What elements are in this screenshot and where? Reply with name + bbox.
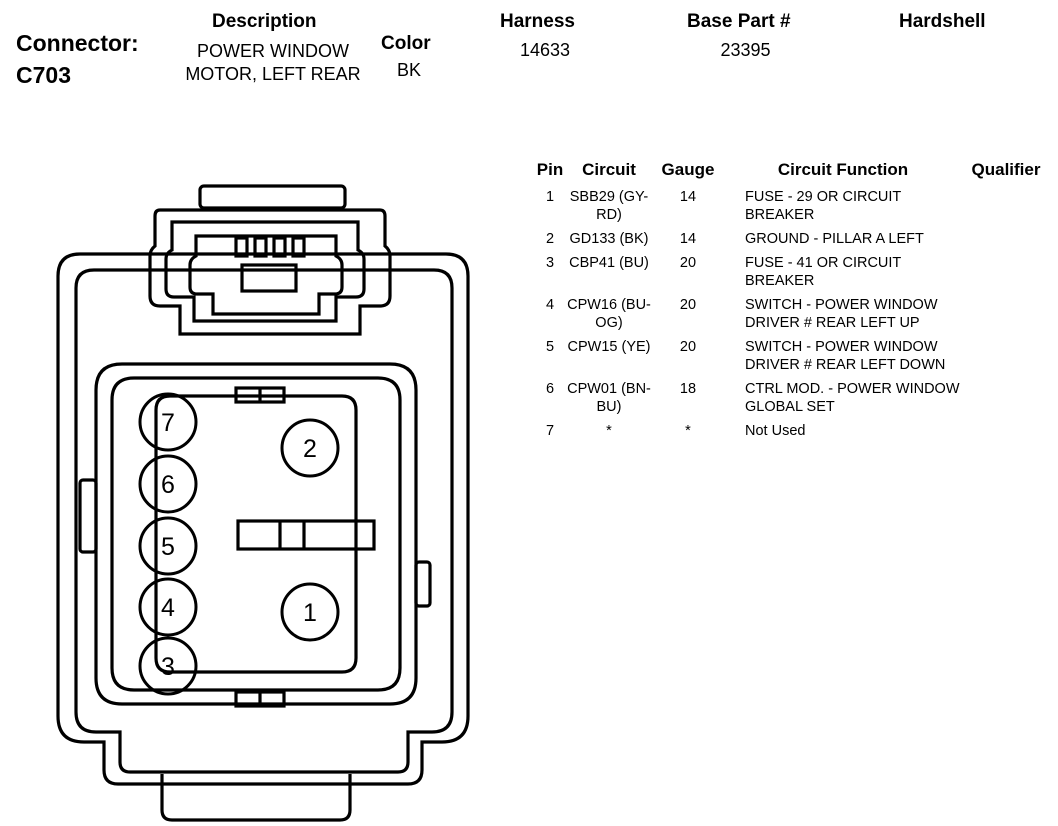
cell-pin: 1 bbox=[545, 189, 555, 205]
table-row bbox=[533, 380, 1051, 422]
column-header-qualifier: Qualifier bbox=[971, 160, 1041, 179]
pin-callout-label: 6 bbox=[161, 471, 175, 499]
cell-qualifier bbox=[961, 422, 1051, 446]
cell-gauge: * bbox=[685, 423, 691, 439]
color-value: BK bbox=[396, 60, 421, 80]
cell-circuit: GD133 (BK) bbox=[569, 231, 649, 247]
table-row bbox=[533, 254, 1051, 296]
pin-callout-label: 3 bbox=[161, 653, 175, 681]
cell-pin: 3 bbox=[545, 255, 555, 271]
cell-gauge: 18 bbox=[679, 381, 697, 397]
description-value: POWER WINDOW MOTOR, LEFT REAR bbox=[185, 41, 361, 84]
cell-gauge: 14 bbox=[679, 189, 697, 205]
cell-function: SWITCH - POWER WINDOW DRIVER # REAR LEFT UP bbox=[745, 297, 938, 331]
description-label: Description bbox=[212, 11, 317, 32]
cell-qualifier bbox=[961, 230, 1051, 254]
cell-circuit: CPW01 (BN-BU) bbox=[567, 381, 651, 415]
cell-qualifier bbox=[961, 338, 1051, 380]
cell-pin: 7 bbox=[545, 423, 555, 439]
cell-qualifier bbox=[961, 380, 1051, 422]
cell-gauge: 20 bbox=[679, 255, 697, 271]
cell-function: FUSE - 41 OR CIRCUIT BREAKER bbox=[745, 255, 902, 289]
table-row bbox=[533, 296, 1051, 338]
table-row bbox=[533, 230, 1051, 254]
cell-gauge: 14 bbox=[679, 231, 697, 247]
pin-callout-label: 2 bbox=[303, 435, 317, 463]
cell-gauge: 20 bbox=[679, 339, 697, 355]
color-label: Color bbox=[381, 33, 431, 54]
column-header-circuit: Circuit bbox=[582, 160, 636, 179]
connector-label: Connector: bbox=[16, 30, 139, 56]
table-row bbox=[533, 188, 1051, 230]
column-header-gauge: Gauge bbox=[661, 160, 715, 179]
connector-id-value: C703 bbox=[16, 62, 71, 88]
cell-qualifier bbox=[961, 254, 1051, 296]
hardshell-label: Hardshell bbox=[899, 11, 986, 32]
table-row bbox=[533, 338, 1051, 380]
cell-circuit: CPW15 (YE) bbox=[567, 339, 651, 355]
cell-function: CTRL MOD. - POWER WINDOW GLOBAL SET bbox=[745, 381, 960, 415]
pin-callout-label: 1 bbox=[303, 599, 317, 627]
cell-qualifier bbox=[961, 188, 1051, 230]
cell-circuit: CBP41 (BU) bbox=[569, 255, 649, 271]
cell-circuit: SBB29 (GY-RD) bbox=[569, 189, 649, 223]
cell-circuit: CPW16 (BU-OG) bbox=[567, 297, 651, 331]
cell-pin: 4 bbox=[545, 297, 555, 313]
cell-pin: 6 bbox=[545, 381, 555, 397]
pin-callout-label: 5 bbox=[161, 533, 175, 561]
table-header-row bbox=[533, 160, 1051, 188]
connector-body-outline bbox=[58, 186, 468, 820]
cell-circuit: * bbox=[606, 423, 612, 439]
column-header-circuit-function: Circuit Function bbox=[777, 160, 909, 179]
column-header-pin: Pin bbox=[536, 160, 564, 179]
pin-table bbox=[533, 160, 1051, 446]
cell-function: Not Used bbox=[745, 423, 806, 439]
cell-function: SWITCH - POWER WINDOW DRIVER # REAR LEFT DOWN bbox=[745, 339, 946, 373]
harness-label: Harness bbox=[500, 11, 575, 32]
cell-pin: 2 bbox=[545, 231, 555, 247]
pin-callout-label: 7 bbox=[161, 409, 175, 437]
pin-callout-label: 4 bbox=[161, 594, 175, 622]
cell-function: FUSE - 29 OR CIRCUIT BREAKER bbox=[745, 189, 902, 223]
cell-function: GROUND - PILLAR A LEFT bbox=[745, 231, 924, 247]
base-part-value: 23395 bbox=[720, 40, 771, 60]
cell-gauge: 20 bbox=[679, 297, 697, 313]
base-part-label: Base Part # bbox=[687, 11, 791, 32]
table-row bbox=[533, 422, 1051, 446]
harness-value: 14633 bbox=[519, 40, 571, 60]
connector-diagram bbox=[10, 150, 510, 826]
cell-qualifier bbox=[961, 296, 1051, 338]
cell-pin: 5 bbox=[545, 339, 555, 355]
